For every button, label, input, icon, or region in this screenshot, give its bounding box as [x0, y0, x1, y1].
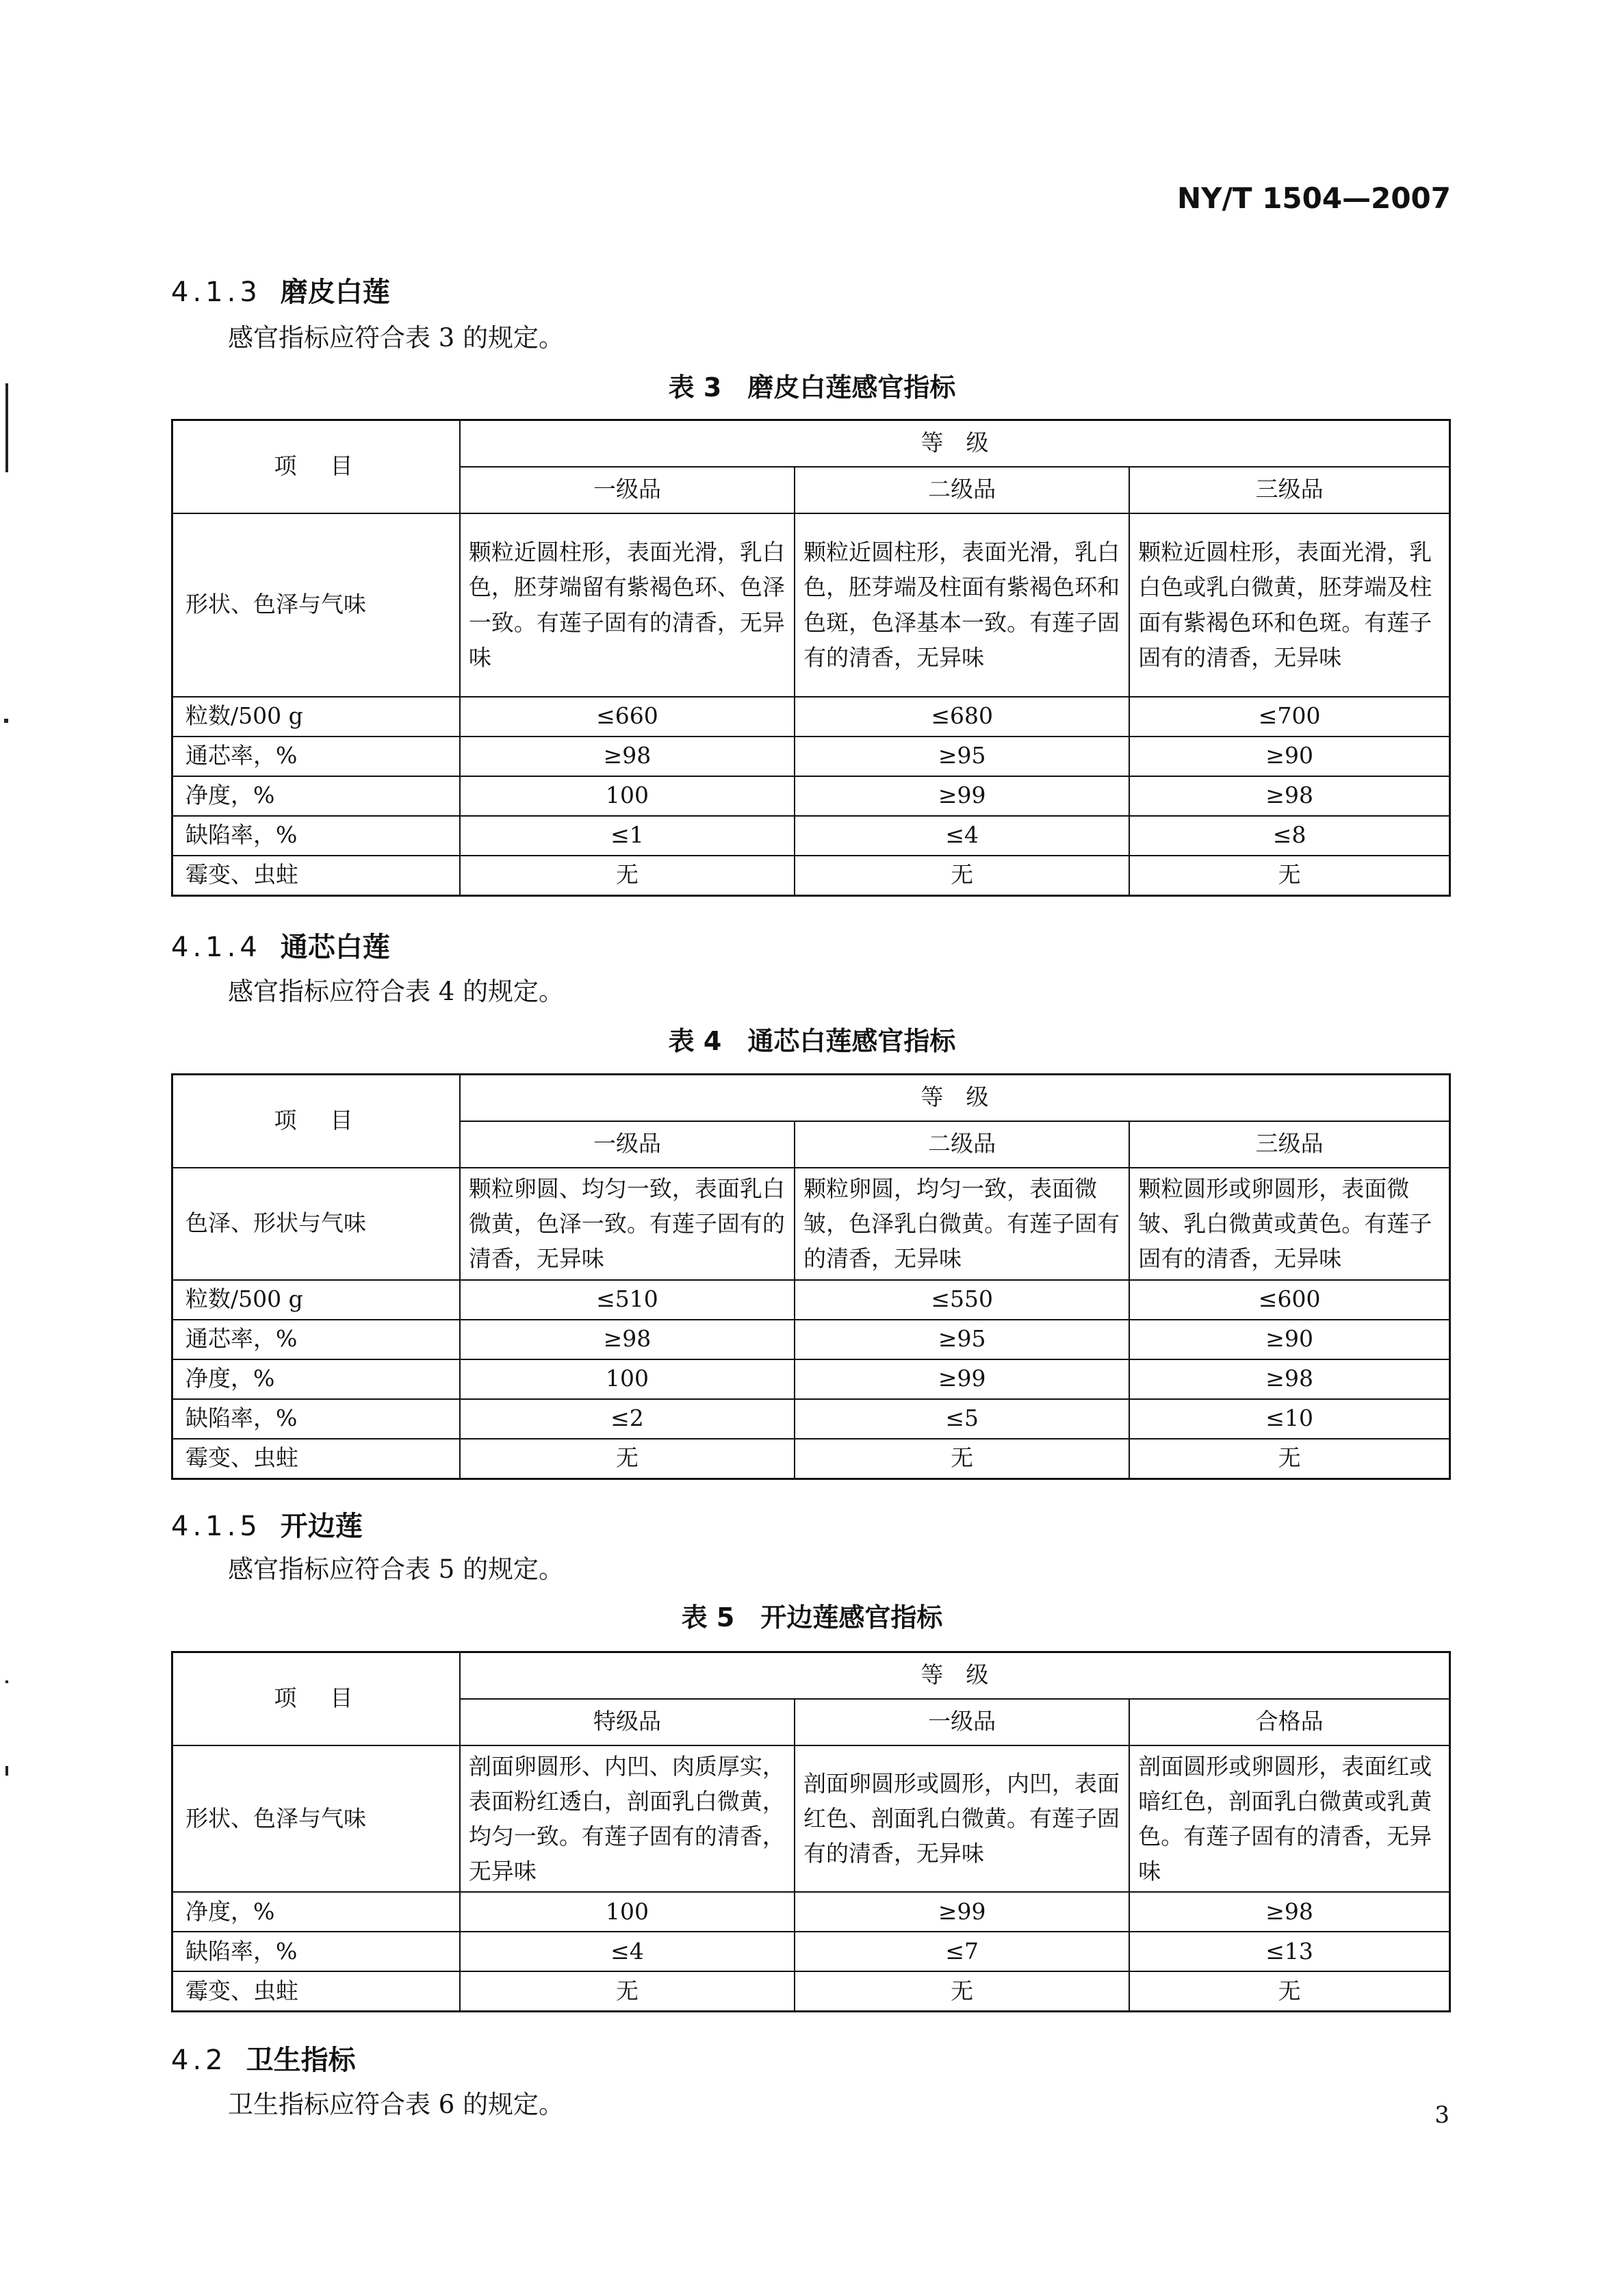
table-cell: 无 — [460, 1971, 795, 2012]
row-item: 色泽、形状与气味 — [172, 1168, 460, 1280]
table-cell: ≥99 — [795, 1359, 1129, 1399]
grade-column-header: 一级品 — [795, 1699, 1129, 1745]
row-item: 形状、色泽与气味 — [172, 513, 460, 697]
table-cell: 100 — [460, 1892, 795, 1932]
table-row — [172, 1971, 1450, 2012]
table-cell: ≤1 — [460, 816, 795, 856]
section-paragraph: 感官指标应符合表 5 的规定。 — [228, 1554, 565, 1584]
table-cell: ≥99 — [795, 776, 1129, 816]
grade-column-header: 三级品 — [1129, 467, 1449, 513]
grade-column-header: 一级品 — [460, 467, 795, 513]
table-row — [172, 1932, 1450, 1971]
table-row — [172, 776, 1450, 816]
section-title: 卫生指标 — [246, 2045, 356, 2076]
table-cell: ≥98 — [1129, 776, 1449, 816]
grade-column-header: 合格品 — [1129, 1699, 1449, 1745]
table-cell: ≥95 — [795, 737, 1129, 776]
table-cell: 剖面圆形或卵圆形，表面红或暗红色，剖面乳白微黄或乳黄色。有莲子固有的清香，无异味 — [1129, 1745, 1449, 1893]
scan-margin-mark — [4, 719, 8, 723]
table-cell: ≥90 — [1129, 737, 1449, 776]
section-paragraph: 感官指标应符合表 4 的规定。 — [228, 977, 565, 1006]
section-number: 4.1.4 — [171, 932, 261, 963]
row-item: 净度，% — [172, 1892, 460, 1932]
section-heading — [171, 925, 390, 964]
item-header: 项 目 — [172, 420, 460, 513]
table-caption: 表 4 通芯白莲感官指标 — [668, 1026, 956, 1056]
grade-header: 等 级 — [460, 420, 1450, 467]
table-cell: 颗粒近圆柱形，表面光滑，乳白色或乳白微黄，胚芽端及柱面有紫褐色环和色斑。有莲子固有的清香，无异味 — [1129, 513, 1449, 697]
table-cell: 颗粒近圆柱形，表面光滑，乳白色，胚芽端及柱面有紫褐色环和色斑，色泽基本一致。有莲子固有的清香，无异味 — [795, 513, 1129, 697]
table-row — [172, 737, 1450, 776]
table-cell: ≤2 — [460, 1399, 795, 1439]
grade-column-header: 二级品 — [795, 1121, 1129, 1168]
item-header: 项 目 — [172, 1652, 460, 1745]
table-cell: ≤600 — [1129, 1280, 1449, 1320]
table-cell: 无 — [1129, 1439, 1449, 1479]
table-row — [172, 1359, 1450, 1399]
row-item: 霉变、虫蛀 — [172, 856, 460, 896]
section-heading — [171, 270, 390, 309]
table-row — [172, 1892, 1450, 1932]
row-item: 通芯率，% — [172, 1320, 460, 1359]
row-item: 净度，% — [172, 776, 460, 816]
table-cell: ≤680 — [795, 697, 1129, 737]
table-row — [172, 697, 1450, 737]
row-item: 缺陷率，% — [172, 1399, 460, 1439]
table-cell: 颗粒圆形或卵圆形，表面微皱、乳白微黄或黄色。有莲子固有的清香，无异味 — [1129, 1168, 1449, 1280]
section-paragraph: 感官指标应符合表 3 的规定。 — [228, 323, 565, 353]
table-cell: ≥98 — [1129, 1359, 1449, 1399]
table-cell: ≤700 — [1129, 697, 1449, 737]
table-cell: 颗粒卵圆，均匀一致，表面微皱，色泽乳白微黄。有莲子固有的清香，无异味 — [795, 1168, 1129, 1280]
row-item: 霉变、虫蛀 — [172, 1971, 460, 2012]
table-caption: 表 5 开边莲感官指标 — [681, 1602, 943, 1633]
table-row — [172, 1168, 1450, 1280]
grade-header: 等 级 — [460, 1075, 1450, 1121]
row-item: 霉变、虫蛀 — [172, 1439, 460, 1479]
table-cell: ≤4 — [460, 1932, 795, 1971]
scan-margin-mark — [5, 1680, 8, 1683]
table-cell: 剖面卵圆形或圆形，内凹，表面红色、剖面乳白微黄。有莲子固有的清香，无异味 — [795, 1745, 1129, 1893]
table-cell: ≥95 — [795, 1320, 1129, 1359]
table-cell: ≥90 — [1129, 1320, 1449, 1359]
table-row — [172, 1399, 1450, 1439]
row-item: 粒数/500 g — [172, 1280, 460, 1320]
table-cell: 无 — [1129, 856, 1449, 896]
table-cell: 剖面卵圆形、内凹、肉质厚实，表面粉红透白，剖面乳白微黄，均匀一致。有莲子固有的清香，无异味 — [460, 1745, 795, 1893]
table-row — [172, 1320, 1450, 1359]
table-cell: ≤10 — [1129, 1399, 1449, 1439]
table-row — [172, 513, 1450, 697]
table-cell: 100 — [460, 776, 795, 816]
table-row — [172, 1439, 1450, 1479]
table-cell: 颗粒近圆柱形，表面光滑，乳白色，胚芽端留有紫褐色环、色泽一致。有莲子固有的清香，无异味 — [460, 513, 795, 697]
grade-column-header: 一级品 — [460, 1121, 795, 1168]
table-cell: ≤13 — [1129, 1932, 1449, 1971]
item-header: 项 目 — [172, 1075, 460, 1168]
table-row — [172, 1745, 1450, 1893]
row-item: 缺陷率，% — [172, 1932, 460, 1971]
table-cell: ≤5 — [795, 1399, 1129, 1439]
table-cell: 无 — [795, 1971, 1129, 2012]
table-cell: ≤510 — [460, 1280, 795, 1320]
table-cell: ≥99 — [795, 1892, 1129, 1932]
table-cell: ≥98 — [460, 737, 795, 776]
row-item: 粒数/500 g — [172, 697, 460, 737]
sensory-table-4 — [171, 1073, 1451, 1480]
page-number: 3 — [1434, 2101, 1449, 2129]
row-item: 缺陷率，% — [172, 816, 460, 856]
table-cell: 无 — [795, 856, 1129, 896]
scan-margin-mark — [5, 1766, 8, 1776]
section-title: 磨皮白莲 — [280, 277, 390, 308]
table-cell: ≥98 — [1129, 1892, 1449, 1932]
table-cell: ≤4 — [795, 816, 1129, 856]
table-cell: 100 — [460, 1359, 795, 1399]
row-item: 通芯率，% — [172, 737, 460, 776]
table-cell: 无 — [460, 856, 795, 896]
section-heading — [171, 2038, 356, 2077]
table-row — [172, 856, 1450, 896]
grade-header: 等 级 — [460, 1652, 1450, 1699]
section-number: 4.1.5 — [171, 1511, 261, 1542]
grade-column-header: 三级品 — [1129, 1121, 1449, 1168]
section-title: 通芯白莲 — [280, 932, 390, 963]
grade-column-header: 二级品 — [795, 467, 1129, 513]
table-cell: ≤660 — [460, 697, 795, 737]
table-cell: ≤550 — [795, 1280, 1129, 1320]
section-paragraph: 卫生指标应符合表 6 的规定。 — [228, 2090, 565, 2119]
section-heading — [171, 1505, 363, 1544]
table-cell: 颗粒卵圆、均匀一致，表面乳白微黄，色泽一致。有莲子固有的清香，无异味 — [460, 1168, 795, 1280]
table-cell: ≤8 — [1129, 816, 1449, 856]
table-cell: 无 — [460, 1439, 795, 1479]
table-row — [172, 816, 1450, 856]
table-caption: 表 3 磨皮白莲感官指标 — [668, 372, 956, 402]
table-cell: 无 — [1129, 1971, 1449, 2012]
sensory-table-3 — [171, 419, 1451, 897]
section-title: 开边莲 — [280, 1511, 363, 1542]
section-number: 4.2 — [171, 2045, 227, 2076]
table-cell: ≥98 — [460, 1320, 795, 1359]
grade-column-header: 特级品 — [460, 1699, 795, 1745]
table-cell: 无 — [795, 1439, 1129, 1479]
table-cell: ≤7 — [795, 1932, 1129, 1971]
standard-code: NY/T 1504—2007 — [1177, 181, 1451, 215]
sensory-table-5 — [171, 1651, 1451, 2012]
section-number: 4.1.3 — [171, 277, 261, 308]
row-item: 净度，% — [172, 1359, 460, 1399]
row-item: 形状、色泽与气味 — [172, 1745, 460, 1893]
table-row — [172, 1280, 1450, 1320]
